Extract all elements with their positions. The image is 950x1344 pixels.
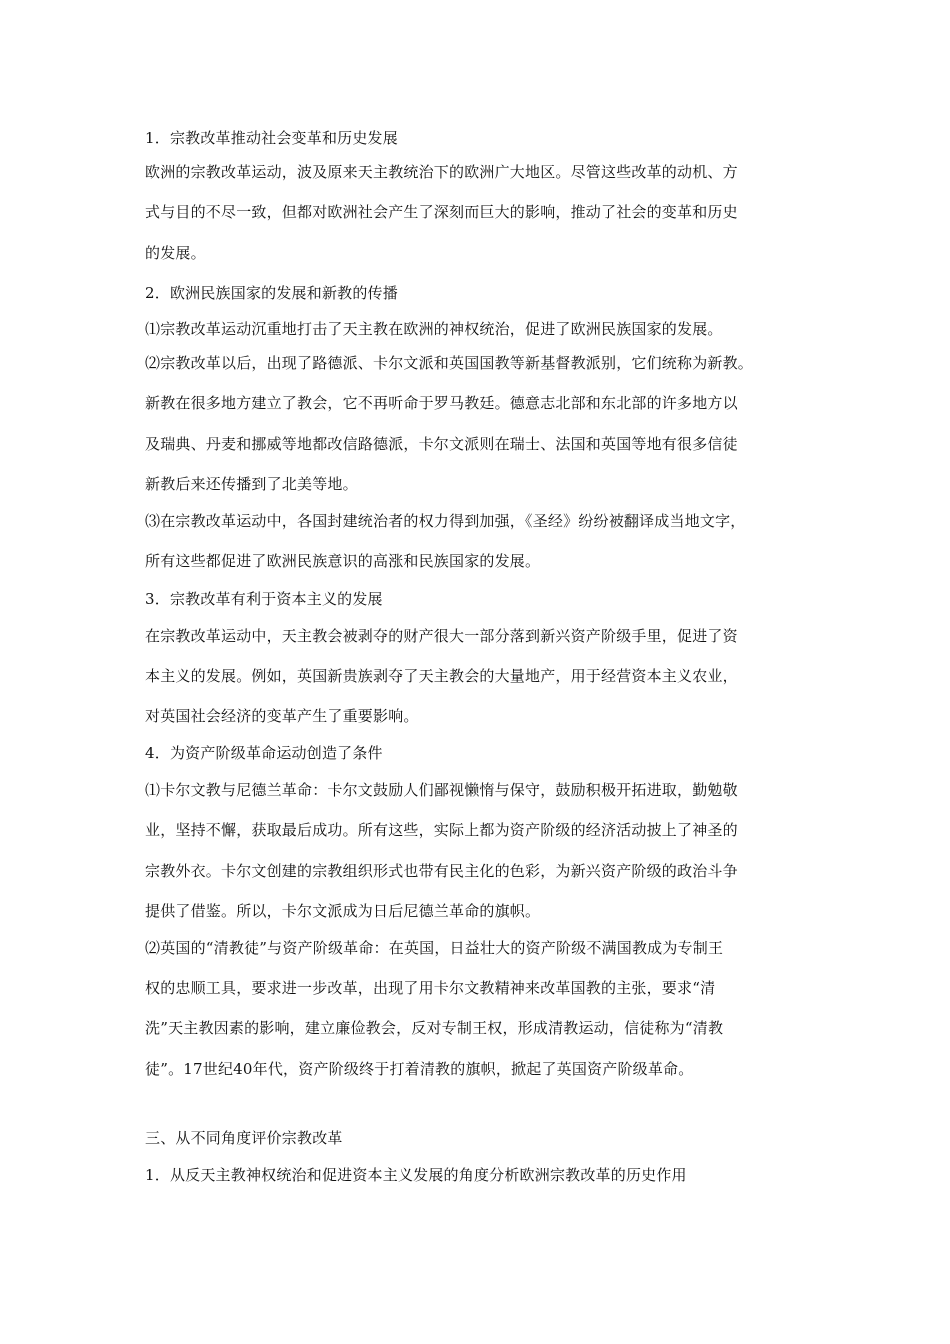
paragraph-line: 洗”天主教因素的影响，建立廉俭教会，反对专制王权，形成清教运动，信徒称为“清教 xyxy=(145,1019,724,1037)
paragraph-line: ⑴卡尔文教与尼德兰革命：卡尔文鼓励人们鄙视懒惰与保守，鼓励积极开拓进取，勤勉敬 xyxy=(145,781,738,799)
paragraph-line: 权的忠顺工具，要求进一步改革，出现了用卡尔文教精神来改革国教的主张，要求“清 xyxy=(145,979,716,997)
paragraph-line: 的发展。 xyxy=(145,244,206,262)
paragraph-line: ⑴宗教改革运动沉重地打击了天主教在欧洲的神权统治，促进了欧洲民族国家的发展。 xyxy=(145,320,723,338)
heading-1-social-change: 1．宗教改革推动社会变革和历史发展 xyxy=(145,129,398,147)
section-heading-evaluation: 三、从不同角度评价宗教改革 xyxy=(145,1129,343,1147)
paragraph-line: 在宗教改革运动中，天主教会被剥夺的财产很大一部分落到新兴资产阶级手里，促进了资 xyxy=(145,627,738,645)
paragraph-line: 业，坚持不懈，获取最后成功。所有这些，实际上都为资产阶级的经济活动披上了神圣的 xyxy=(145,821,738,839)
paragraph-line: 新教在很多地方建立了教会，它不再听命于罗马教廷。德意志北部和东北部的许多地方以 xyxy=(145,394,738,412)
paragraph-line: 提供了借鉴。所以，卡尔文派成为日后尼德兰革命的旗帜。 xyxy=(145,902,541,920)
heading-3-capitalism: 3．宗教改革有利于资本主义的发展 xyxy=(145,590,383,608)
paragraph-line: 徒”。17世纪40年代，资产阶级终于打着清教的旗帜，掀起了英国资产阶级革命。 xyxy=(145,1060,694,1078)
paragraph-line: 式与目的不尽一致，但都对欧洲社会产生了深刻而巨大的影响，推动了社会的变革和历史 xyxy=(145,203,738,221)
paragraph-line: 及瑞典、丹麦和挪威等地都改信路德派，卡尔文派则在瑞士、法国和英国等地有很多信徒 xyxy=(145,435,738,453)
heading-2-nation-states: 2．欧洲民族国家的发展和新教的传播 xyxy=(145,284,398,302)
paragraph-line: 宗教外衣。卡尔文创建的宗教组织形式也带有民主化的色彩，为新兴资产阶级的政治斗争 xyxy=(145,862,738,880)
paragraph-line: ⑵宗教改革以后，出现了路德派、卡尔文派和英国国教等新基督教派别，它们统称为新教。 xyxy=(145,354,754,372)
paragraph-line: ⑵英国的“清教徒”与资产阶级革命：在英国，日益壮大的资产阶级不满国教成为专制王 xyxy=(145,939,724,957)
paragraph-line: 欧洲的宗教改革运动，波及原来天主教统治下的欧洲广大地区。尽管这些改革的动机、方 xyxy=(145,163,738,181)
subheading-1-analysis: 1．从反天主教神权统治和促进资本主义发展的角度分析欧洲宗教改革的历史作用 xyxy=(145,1166,687,1184)
heading-4-revolution: 4．为资产阶级革命运动创造了条件 xyxy=(145,744,383,762)
paragraph-line: 本主义的发展。例如，英国新贵族剥夺了天主教会的大量地产，用于经营资本主义农业， xyxy=(145,667,738,685)
paragraph-line: 对英国社会经济的变革产生了重要影响。 xyxy=(145,707,419,725)
paragraph-line: 所有这些都促进了欧洲民族意识的高涨和民族国家的发展。 xyxy=(145,552,541,570)
paragraph-line: ⑶在宗教改革运动中，各国封建统治者的权力得到加强，《圣经》纷纷被翻译成当地文字， xyxy=(145,512,746,530)
paragraph-line: 新教后来还传播到了北美等地。 xyxy=(145,475,358,493)
